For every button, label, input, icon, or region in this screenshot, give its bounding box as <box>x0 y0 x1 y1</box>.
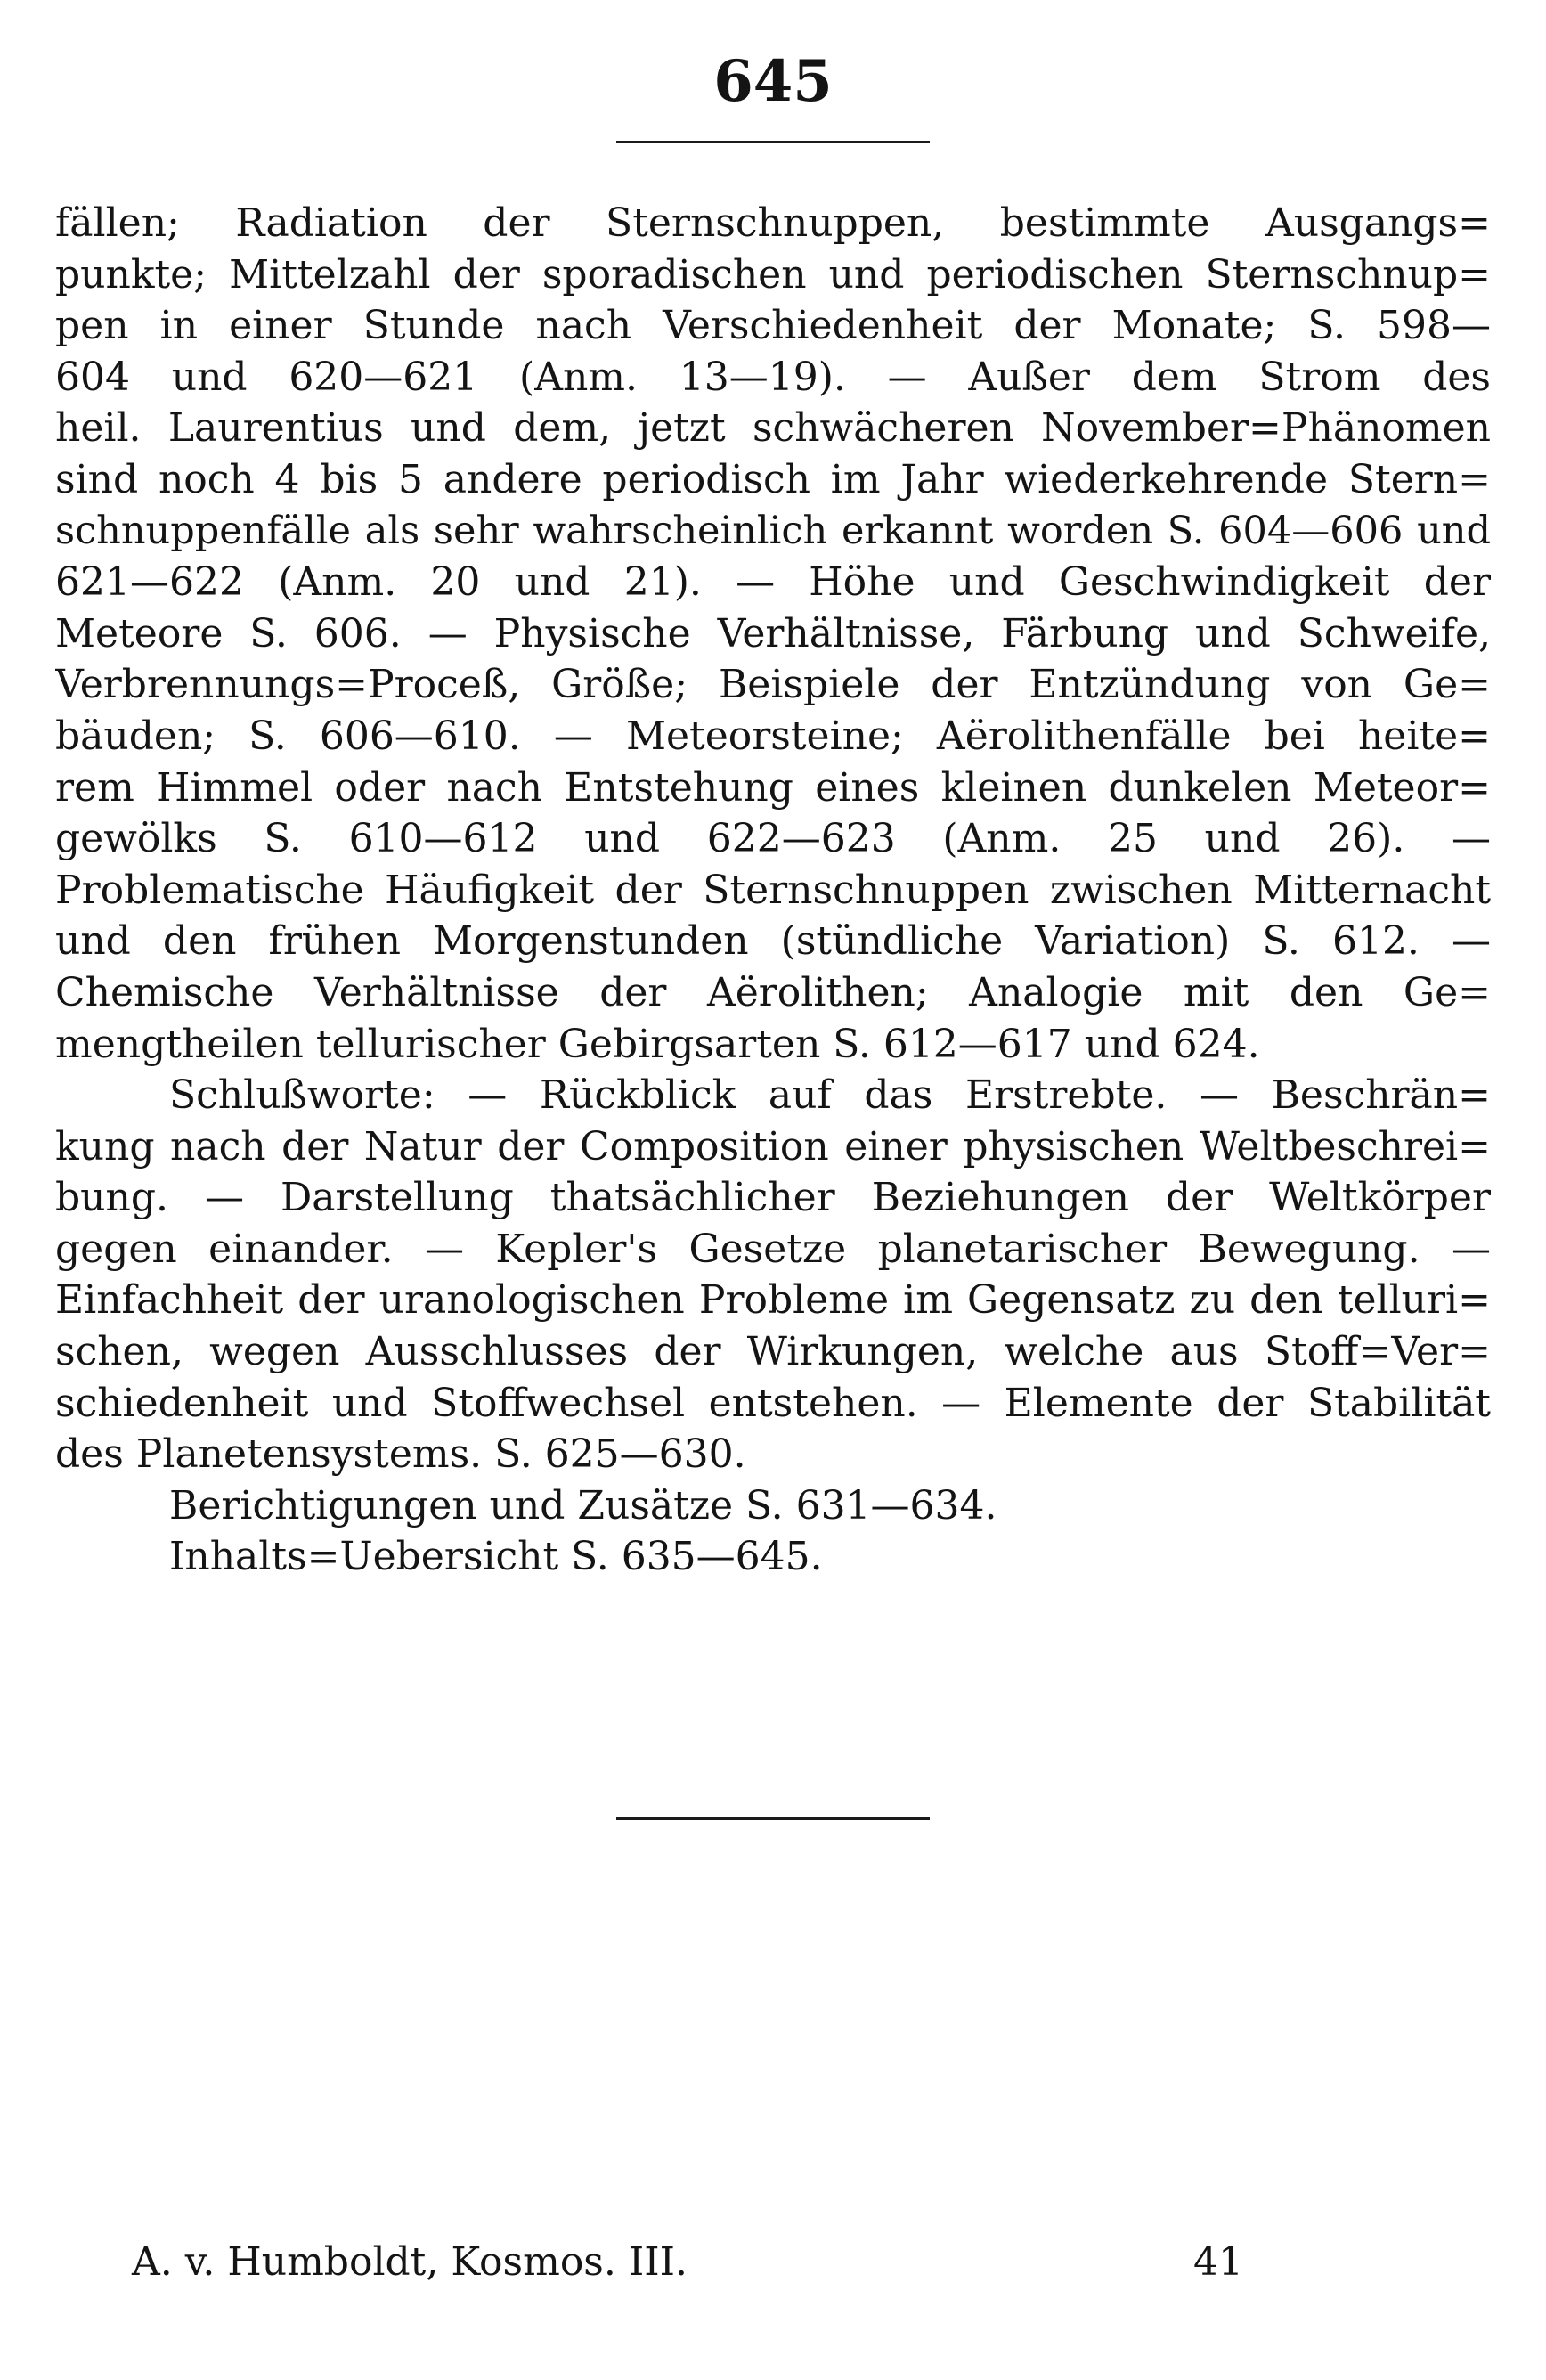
text-line: mengtheilen tellurischer Gebirgsarten S. 612—617 und 624. <box>55 1021 1260 1067</box>
text-line: schnuppenfälle als sehr wahrscheinlich erkannt worden S. 604—606 und <box>55 508 1491 553</box>
text-line: Einfachheit der uranologischen Probleme im Gegensatz zu den telluri= <box>55 1277 1491 1324</box>
text-line: pen in einer Stunde nach Verschiedenheit der Monate; S. 598— <box>55 303 1491 349</box>
signature-line: A. v. Humboldt, Kosmos. III. <box>132 2239 688 2285</box>
paragraph-start-line: Berichtigungen und Zusätze S. 631—634. <box>169 1482 997 1528</box>
text-line: kung nach der Natur der Composition einer physischen Weltbeschrei= <box>55 1123 1491 1170</box>
text-line: fällen; Radiation der Sternschnuppen, bestimmte Ausgangs= <box>55 200 1491 246</box>
text-line: bung. — Darstellung thatsächlicher Beziehungen der Weltkörper <box>55 1175 1491 1221</box>
text-line: punkte; Mittelzahl der sporadischen und periodischen Sternschnup= <box>55 251 1491 298</box>
text-line: Verbrennungs=Proceß, Größe; Beispiele der Entzündung von Ge= <box>55 662 1491 708</box>
text-line: gewölks S. 610—612 und 622—623 (Anm. 25 und 26). — <box>55 816 1491 862</box>
text-line: Problematische Häufigkeit der Sternschnuppen zwischen Mitternacht <box>55 867 1491 913</box>
text-line: bäuden; S. 606—610. — Meteorsteine; Aërolithenfälle bei heite= <box>55 713 1491 759</box>
text-line: schen, wegen Ausschlusses der Wirkungen, welche aus Stoff=Ver= <box>55 1329 1491 1375</box>
page-number: 645 <box>713 48 833 115</box>
text-line: und den frühen Morgenstunden (stündliche Variation) S. 612. — <box>55 918 1491 965</box>
text-line: Chemische Verhältnisse der Aërolithen; Analogie mit den Ge= <box>55 969 1491 1015</box>
header-rule <box>616 141 930 143</box>
body-text <box>55 198 1491 1583</box>
text-line: 604 und 620—621 (Anm. 13—19). — Außer dem Strom des <box>55 354 1491 400</box>
paragraph-start-line: Schlußworte: — Rückblick auf das Erstrebte. — Beschrän= <box>169 1072 1491 1119</box>
sheet-number: 41 <box>1193 2239 1243 2285</box>
text-line: Meteore S. 606. — Physische Verhältnisse, Färbung und Schweife, <box>55 610 1491 656</box>
text-line: des Planetensystems. S. 625—630. <box>55 1431 746 1478</box>
text-line: 621—622 (Anm. 20 und 21). — Höhe und Geschwindigkeit der <box>55 559 1491 606</box>
paragraph-start-line: Inhalts=Uebersicht S. 635—645. <box>169 1534 823 1580</box>
text-line: rem Himmel oder nach Entstehung eines kleinen dunkelen Meteor= <box>55 764 1491 811</box>
text-line: gegen einander. — Kepler's Gesetze planetarischer Bewegung. — <box>55 1226 1491 1272</box>
text-line: schiedenheit und Stoffwechsel entstehen. — Elemente der Stabilität <box>55 1380 1491 1426</box>
end-rule <box>616 1817 930 1820</box>
text-line: sind noch 4 bis 5 andere periodisch im Jahr wiederkehrende Stern= <box>55 456 1491 502</box>
text-line: heil. Laurentius und dem, jetzt schwächeren November=Phänomen <box>55 405 1491 452</box>
